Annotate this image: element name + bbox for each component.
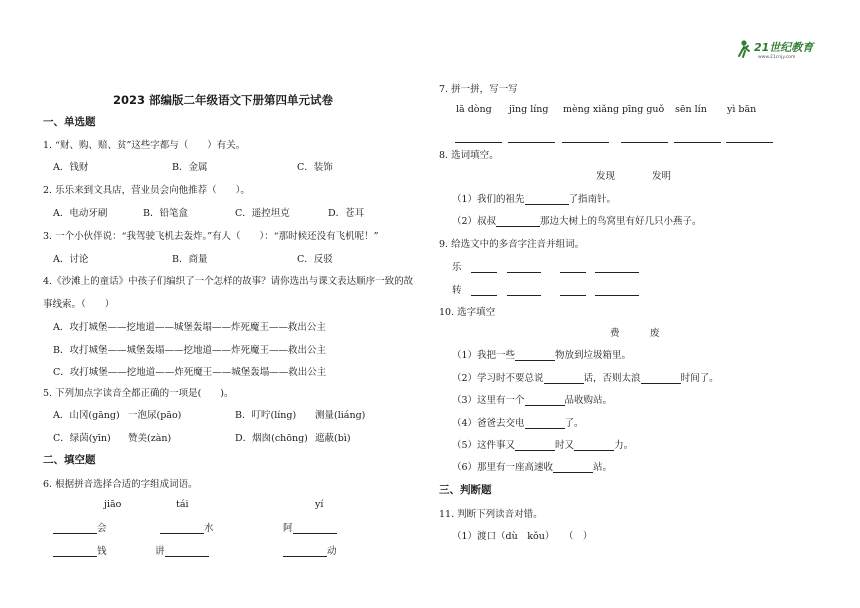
q7-pinyin-2: jīng líng: [509, 104, 549, 115]
q5-option-d1: D．烟囱(chōng): [235, 433, 308, 444]
answer-blank[interactable]: [508, 132, 555, 143]
answer-blank[interactable]: [471, 285, 497, 296]
answer-blank[interactable]: [560, 285, 586, 296]
answer-blank[interactable]: [641, 373, 681, 384]
q9-stem: 9. 给选文中的多音字注音并组词。: [439, 239, 585, 250]
q10-sentence-2: （2）学习时不要总说 话，否则太浪 时间了。: [452, 373, 719, 384]
q2-option-c: C．遥控坦克: [235, 208, 290, 219]
answer-blank[interactable]: [507, 285, 541, 296]
q3-option-b: B．商量: [172, 254, 208, 265]
q5-option-b2: 测量(liáng): [315, 410, 366, 421]
q8-word-2: 发明: [652, 171, 672, 182]
answer-blank[interactable]: [621, 132, 668, 143]
answer-blank[interactable]: [507, 262, 541, 273]
answer-blank[interactable]: [562, 132, 609, 143]
q3-option-c: C．反驳: [297, 254, 333, 265]
q6-row2-item3: 动: [283, 543, 337, 557]
q4-stem-line2: 事线索。（ ）: [43, 299, 115, 310]
q3-option-a: A．讨论: [53, 254, 89, 265]
answer-blank[interactable]: [560, 262, 586, 273]
q6-row1-item3: 阿: [283, 520, 337, 534]
brand-logo-icon: [736, 38, 832, 60]
section-heading-fill-blank: 二、填空题: [43, 454, 96, 466]
section-heading-single-choice: 一、单选题: [43, 116, 96, 128]
answer-blank[interactable]: [726, 132, 773, 143]
q1-option-a: A．钱财: [53, 162, 89, 173]
q10-sentence-4: （4）爸爸去交电 了。: [452, 418, 584, 429]
answer-blank[interactable]: [283, 546, 327, 557]
q6-row2-item1: 钱: [53, 543, 107, 557]
q5-option-a2: 一泡尿(pāo): [128, 410, 182, 421]
answer-blank[interactable]: [674, 132, 721, 143]
q5-option-c1: C．绿茵(yīn): [53, 433, 111, 444]
q5-option-c2: 赞美(zàn): [128, 433, 172, 444]
answer-blank[interactable]: [455, 132, 502, 143]
q7-pinyin-4: pīng guǒ: [622, 104, 665, 115]
q9-row-2: 转: [452, 282, 639, 296]
q6-row1-item1: 会: [53, 520, 107, 534]
q5-option-b1: B．叮咛(líng): [235, 410, 297, 421]
answer-blank[interactable]: [515, 350, 555, 361]
answer-blank[interactable]: [574, 440, 614, 451]
answer-blank[interactable]: [595, 262, 639, 273]
answer-blank[interactable]: [525, 395, 565, 406]
q1-stem: 1. “财、购、赔、贫”这些字都与（ ）有关。: [43, 140, 246, 151]
q5-option-d2: 遮蔽(bì): [315, 433, 351, 444]
page-title: 2023 部编版二年级语文下册第四单元试卷: [113, 93, 334, 107]
q10-sentence-5: （5）这件事又 时又 力。: [452, 440, 634, 451]
q5-option-a1: A．山冈(gāng): [53, 410, 120, 421]
q6-pinyin-1: jiāo: [104, 499, 122, 510]
q8-sentence-2: （2）叔叔 那边大树上的鸟窝里有好几只小燕子。: [452, 216, 702, 227]
q2-option-d: D．苍耳: [328, 208, 365, 219]
answer-blank[interactable]: [165, 546, 209, 557]
answer-blank[interactable]: [293, 523, 337, 534]
q4-stem-line1: 4.《沙滩上的童话》中孩子们编织了一个怎样的故事？请你选出与课文表达顺序一致的故: [43, 276, 414, 287]
q7-pinyin-1: lā dòng: [456, 104, 492, 115]
logo: [736, 38, 832, 60]
q6-pinyin-2: tái: [176, 499, 189, 510]
q2-option-b: B．铅笔盒: [143, 208, 188, 219]
q4-option-a: A．攻打城堡——挖地道——城堡轰塌——炸死魔王——救出公主: [53, 322, 326, 333]
q10-word-2: 废: [650, 328, 660, 339]
q6-row2-item2: 讲: [155, 543, 209, 557]
q7-stem: 7. 拼一拼，写一写: [439, 84, 518, 95]
answer-blank[interactable]: [515, 440, 555, 451]
q7-pinyin-3: mèng xiǎng: [563, 104, 620, 115]
q4-option-b: B．攻打城堡——城堡轰塌——挖地道——炸死魔王——救出公主: [53, 345, 326, 356]
q7-pinyin-5: sēn lín: [675, 104, 707, 115]
answer-blank[interactable]: [496, 216, 540, 227]
answer-blank[interactable]: [471, 262, 497, 273]
q2-stem: 2. 乐乐来到文具店，营业员会向他推荐（ ）。: [43, 185, 250, 196]
answer-blank[interactable]: [53, 523, 97, 534]
q8-word-1: 发现: [596, 171, 616, 182]
answer-blank[interactable]: [525, 194, 569, 205]
answer-blank[interactable]: [553, 462, 593, 473]
answer-blank[interactable]: [160, 523, 204, 534]
brand-url: www.21cnjy.com: [758, 55, 796, 60]
answer-blank[interactable]: [544, 373, 584, 384]
q6-pinyin-3: yí: [315, 499, 324, 510]
q3-stem: 3. 一个小伙伴说：“我驾驶飞机去轰炸。”有人（ ）：“那时候还没有飞机呢！”: [43, 231, 379, 242]
q5-stem: 5. 下列加点字读音全都正确的一项是( )。: [43, 388, 234, 399]
answer-blank[interactable]: [525, 418, 565, 429]
q11-item-1: （1）渡口（dù kǒu） （ ）: [452, 531, 593, 542]
q10-sentence-3: （3）这里有一个 品收购站。: [452, 395, 613, 406]
q4-option-c: C．攻打城堡——挖地道——炸死魔王——城堡轰塌——救出公主: [53, 367, 327, 378]
answer-blank[interactable]: [595, 285, 639, 296]
q10-sentence-1: （1）我把一些 物放到垃圾箱里。: [452, 350, 632, 361]
q10-sentence-6: （6）那里有一座高速收 站。: [452, 462, 613, 473]
q7-pinyin-6: yì bān: [727, 104, 757, 115]
q9-row-1: 乐: [452, 259, 639, 273]
brand-name: 21世纪教育: [754, 41, 814, 54]
q1-option-c: C．装饰: [297, 162, 333, 173]
q6-row1-item2: 水: [160, 520, 214, 534]
q11-stem: 11. 判断下列读音对错。: [439, 509, 543, 520]
q1-option-b: B．金属: [172, 162, 208, 173]
answer-blank[interactable]: [53, 546, 97, 557]
q2-option-a: A．电动牙刷: [53, 208, 108, 219]
q6-stem: 6. 根据拼音选择合适的字组成词语。: [43, 479, 198, 490]
q10-stem: 10. 选字填空: [439, 307, 496, 318]
section-heading-true-false: 三、判断题: [439, 484, 492, 496]
q8-sentence-1: （1）我们的祖先 了指南针。: [452, 194, 617, 205]
q10-word-1: 费: [610, 328, 620, 339]
q8-stem: 8. 选词填空。: [439, 150, 499, 161]
